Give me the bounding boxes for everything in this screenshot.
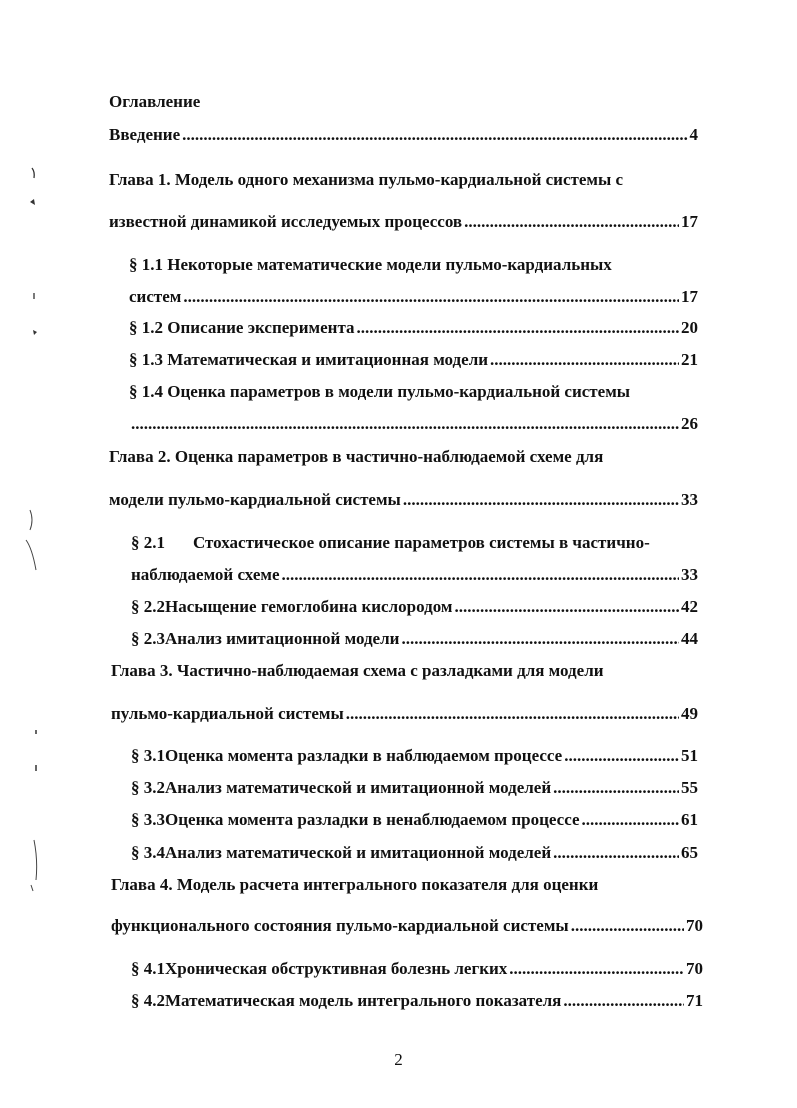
- toc-label: § 1.3 Математическая и имитационная модели: [129, 350, 489, 369]
- toc-label: Анализ математической и имитационной моделей: [165, 843, 552, 862]
- toc-entry-chapter-1: [109, 211, 698, 233]
- leader-dots: [401, 628, 679, 650]
- toc-page-number: 4: [689, 125, 698, 144]
- toc-entry-section-4-2: [131, 990, 703, 1012]
- toc-entry-section-1-2: [129, 317, 698, 339]
- toc-entry-section-4-1: [131, 958, 703, 980]
- chapter-1-heading: Глава 1. Модель одного механизма пульмо-кардиальной системы с: [109, 170, 624, 189]
- section-1-1-heading: § 1.1 Некоторые математические модели пульмо-кардиальных: [129, 255, 612, 274]
- section-number: § 2.1: [131, 533, 165, 552]
- toc-page-number: 65: [681, 843, 698, 862]
- toc-title: Оглавление: [109, 92, 201, 111]
- section-number: § 3.4: [131, 843, 165, 862]
- toc-page-number: 42: [681, 597, 698, 616]
- leader-dots: [571, 915, 684, 937]
- leader-dots: [464, 211, 679, 233]
- section-number: § 3.3: [131, 810, 165, 829]
- toc-label: функционального состояния пульмо-кардиальной системы: [111, 916, 569, 935]
- toc-entry-section-2-3: [131, 628, 698, 650]
- leader-dots: [563, 990, 684, 1012]
- toc-entry-section-1-3: [129, 349, 698, 371]
- toc-page-number: 33: [681, 565, 698, 584]
- toc-entry-section-3-1: [131, 745, 698, 767]
- toc-entry-section-3-4: [131, 842, 698, 864]
- toc-label: пульмо-кардиальной системы: [111, 704, 344, 723]
- section-number: § 2.3: [131, 629, 165, 648]
- scan-mark: [30, 199, 35, 205]
- toc-label: Введение: [109, 125, 181, 144]
- toc-entry-chapter-4: [111, 915, 703, 937]
- toc-page-number: 70: [686, 916, 703, 935]
- toc-page-number: 20: [681, 318, 698, 337]
- toc-page-number: 21: [681, 350, 698, 369]
- toc-label: наблюдаемой схеме: [131, 565, 280, 584]
- leader-dots: [553, 777, 679, 799]
- toc-entry-section-1-1: [129, 286, 698, 308]
- toc-page-number: 51: [681, 746, 698, 765]
- toc-page-number: 55: [681, 778, 698, 797]
- toc-entry-section-1-4: [129, 413, 698, 435]
- toc-page-number: 33: [681, 490, 698, 509]
- toc-label: Оценка момента разладки в наблюдаемом процессе: [165, 746, 563, 765]
- leader-dots: [490, 349, 679, 371]
- toc-label: Оценка момента разладки в ненаблюдаемом процессе: [165, 810, 580, 829]
- chapter-3-heading: Глава 3. Частично-наблюдаемая схема с разладками для модели: [111, 661, 604, 680]
- toc-label: известной динамикой исследуемых процессов: [109, 212, 463, 231]
- leader-dots: [553, 842, 679, 864]
- leader-dots: [183, 286, 679, 308]
- toc-page-number: 49: [681, 704, 698, 723]
- toc-page-number: 71: [686, 991, 703, 1010]
- toc-label: систем: [129, 287, 182, 306]
- section-number: § 4.2: [131, 991, 165, 1010]
- toc-label: Хроническая обструктивная болезнь легких: [165, 959, 508, 978]
- toc-entry-section-3-3: [131, 809, 698, 831]
- section-1-4-heading: § 1.4 Оценка параметров в модели пульмо-кардиальной системы: [129, 382, 631, 401]
- toc-label: Анализ имитационной модели: [165, 629, 400, 648]
- section-number: § 3.2: [131, 778, 165, 797]
- page-number: 2: [394, 1050, 403, 1069]
- leader-dots: [509, 958, 684, 980]
- toc-label: модели пульмо-кардиальной системы: [109, 490, 401, 509]
- toc-entry-intro: [109, 124, 698, 146]
- section-2-1-heading: [131, 532, 650, 554]
- toc-entry-section-2-2: [131, 596, 698, 618]
- toc-page-number: 17: [681, 287, 698, 306]
- toc-page-number: 70: [686, 959, 703, 978]
- leader-dots: [282, 564, 679, 586]
- leader-dots: [357, 317, 679, 339]
- toc-entry-chapter-2: [109, 489, 698, 511]
- scan-mark: [32, 168, 34, 178]
- leader-dots: [454, 596, 679, 618]
- leader-dots: [564, 745, 679, 767]
- toc-page-number: 17: [681, 212, 698, 231]
- toc-entry-chapter-3: [111, 703, 698, 725]
- leader-dots: [182, 124, 687, 146]
- scan-mark: [31, 840, 37, 891]
- chapter-2-heading: Глава 2. Оценка параметров в частично-наблюдаемой схеме для: [109, 447, 604, 466]
- scan-mark: [33, 330, 37, 335]
- leader-dots: [582, 809, 679, 831]
- leader-dots: [403, 489, 679, 511]
- toc-page-number: 26: [681, 414, 698, 433]
- toc-label: Анализ математической и имитационной моделей: [165, 778, 552, 797]
- toc-entry-section-3-2: [131, 777, 698, 799]
- toc-label: Насыщение гемоглобина кислородом: [165, 597, 453, 616]
- leader-dots: [346, 703, 679, 725]
- toc-label: § 1.2 Описание эксперимента: [129, 318, 355, 337]
- toc-label: Стохастическое описание параметров системы в частично-: [193, 533, 650, 552]
- section-number: § 3.1: [131, 746, 165, 765]
- scan-mark: [26, 510, 36, 570]
- toc-entry-section-2-1: [131, 564, 698, 586]
- toc-page-number: 61: [681, 810, 698, 829]
- section-number: § 2.2: [131, 597, 165, 616]
- toc-label: Математическая модель интегрального показателя: [165, 991, 562, 1010]
- toc-page-number: 44: [681, 629, 698, 648]
- leader-dots: [131, 413, 679, 435]
- chapter-4-heading: Глава 4. Модель расчета интегрального показателя для оценки: [111, 875, 599, 894]
- scan-artifacts: [0, 150, 40, 1050]
- section-number: § 4.1: [131, 959, 165, 978]
